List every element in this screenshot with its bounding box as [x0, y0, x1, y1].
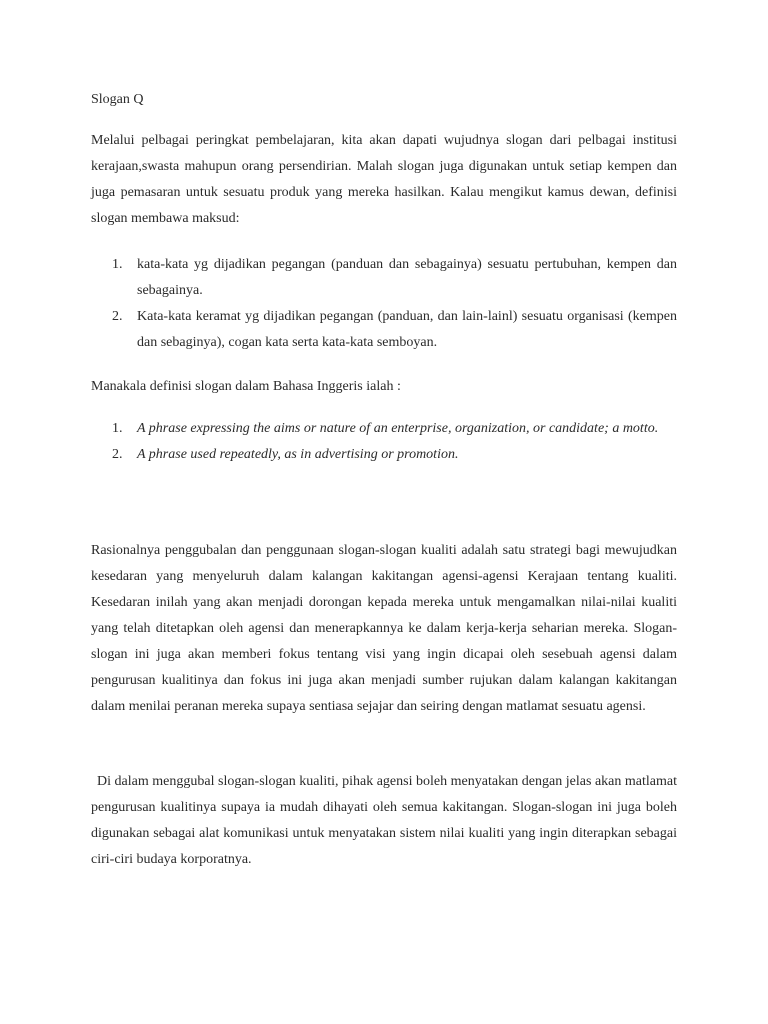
list-item-text: Kata-kata keramat yg dijadikan pegangan (panduan, dan lain-lainl) sesuatu organisasi (kempen dan sebaginya), cogan kata serta kata-kata semboyan. [137, 309, 677, 350]
intro-paragraph: Melalui pelbagai peringkat pembelajaran, kita akan dapati wujudnya slogan dari pelbagai institusi kerajaan,swasta mahupun orang persendirian. Malah slogan juga digunakan untuk setiap kempen dan juga pemasaran untuk sesuatu produk yang mereka hasilkan. Kalau mengikut kamus dewan, definisi slogan membawa maksud: [91, 133, 677, 226]
rationale-paragraph: Rasionalnya penggubalan dan penggunaan slogan-slogan kualiti adalah satu strategi bagi mewujudkan kesedaran yang menyeluruh dalam kalangan kakitangan agensi-agensi Kerajaan tentang kualiti. Kesedaran inilah yang akan menjadi dorongan kepada mereka untuk mengamalkan nilai-nilai kualiti yang telah ditetapkan oleh agensi dan menerapkannya ke dalam kerja-kerja seharian mereka. Slogan-slogan ini juga akan memberi fokus tentang visi yang ingin dicapai oleh sesebuah agensi dalam pengurusan kualitinya dan fokus ini juga akan menjadi sumber rujukan dalam kalangan kakitangan dalam menilai peranan mereka supaya sentiasa sejajar dan seiring dengan matlamat sesuatu agensi. [91, 543, 677, 714]
list-item [112, 304, 677, 356]
list-item-text: A phrase expressing the aims or nature of an enterprise, organization, or candidate; a motto. [137, 421, 659, 436]
document-title: Slogan Q [91, 92, 144, 107]
list-item-text: kata-kata yg dijadikan pegangan (panduan dan sebagainya) sesuatu pertubuhan, kempen dan sebagainya. [137, 257, 677, 298]
english-definition-list [112, 416, 677, 468]
list-item [112, 252, 677, 304]
list-number: 2. [112, 309, 123, 324]
list-item [112, 442, 677, 468]
list-item-text: A phrase used repeatedly, as in advertising or promotion. [137, 447, 459, 462]
list-number: 2. [112, 447, 123, 462]
drafting-paragraph: Di dalam menggubal slogan-slogan kualiti, pihak agensi boleh menyatakan dengan jelas akan matlamat pengurusan kualitinya supaya ia mudah dihayati oleh semua kakitangan. Slogan-slogan ini juga boleh digunakan sebagai alat komunikasi untuk menyatakan sistem nilai kualiti yang ingin diterapkan sebagai ciri-ciri budaya korporatnya. [91, 774, 677, 867]
english-intro-paragraph: Manakala definisi slogan dalam Bahasa Inggeris ialah : [91, 379, 401, 394]
list-number: 1. [112, 421, 123, 436]
malay-definition-list [112, 252, 677, 356]
list-item [112, 416, 677, 442]
list-number: 1. [112, 257, 123, 272]
